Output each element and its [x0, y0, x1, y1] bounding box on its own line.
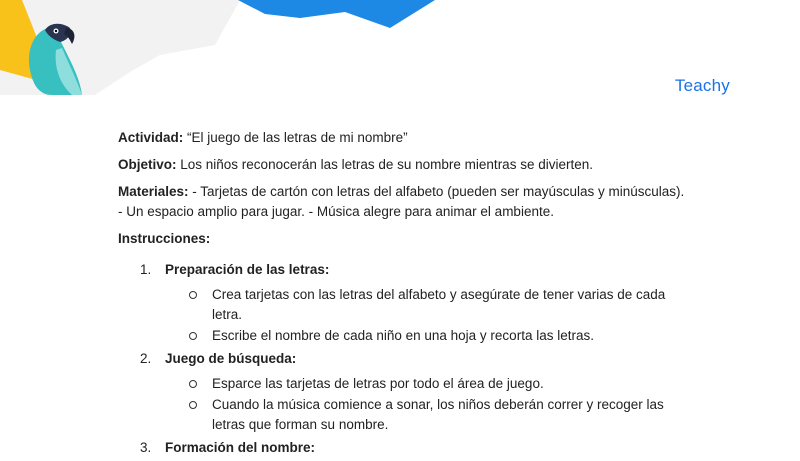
step-title: Preparación de las letras: — [165, 262, 330, 277]
circle-bullet-icon — [189, 291, 197, 299]
materials-text: - Tarjetas de cartón con letras del alfabeto (pueden ser mayúsculas y minúsculas). - Un espacio amplio para jugar. - Música alegre para animar el ambiente. — [118, 184, 685, 219]
step-substeps — [165, 374, 688, 435]
materials-line — [118, 182, 688, 222]
substep-text: Esparce las tarjetas de letras por todo el área de juego. — [212, 376, 544, 391]
step-title: Juego de búsqueda: — [165, 351, 297, 366]
step-number: 1. — [140, 262, 152, 277]
step-item — [118, 349, 688, 435]
step-substeps — [165, 285, 688, 346]
blue-shape — [238, 0, 435, 28]
activity-line — [118, 128, 688, 148]
objective-text: Los niños reconocerán las letras de su nombre mientras se divierten. — [176, 157, 593, 172]
substep-item — [165, 374, 688, 394]
objective-label: Objetivo: — [118, 157, 177, 172]
step-number: 3. — [140, 440, 152, 455]
materials-label: Materiales: — [118, 184, 189, 199]
instruction-steps — [118, 260, 688, 458]
step-item — [118, 260, 688, 346]
circle-bullet-icon — [189, 380, 197, 388]
substep-item — [165, 395, 688, 435]
activity-label: Actividad: — [118, 130, 184, 145]
step-number: 2. — [140, 351, 152, 366]
instructions-heading — [118, 229, 688, 249]
substep-item — [165, 285, 688, 325]
circle-bullet-icon — [189, 332, 197, 340]
substep-text: Escribe el nombre de cada niño en una hoja y recorta las letras. — [212, 328, 594, 343]
substep-item — [165, 326, 688, 346]
step-title: Formación del nombre: — [165, 440, 316, 455]
activity-document — [118, 128, 688, 461]
activity-title: “El juego de las letras de mi nombre” — [183, 130, 408, 145]
step-item — [118, 438, 688, 458]
circle-bullet-icon — [189, 401, 197, 409]
brand-logo-text[interactable]: Teachy — [674, 76, 730, 95]
substep-text: Crea tarjetas con las letras del alfabeto y asegúrate de tener varias de cada letra. — [212, 287, 666, 322]
instructions-label: Instrucciones: — [118, 231, 211, 246]
substep-text: Cuando la música comience a sonar, los niños deberán correr y recoger las letras que forman su nombre. — [212, 397, 664, 432]
objective-line — [118, 155, 688, 175]
